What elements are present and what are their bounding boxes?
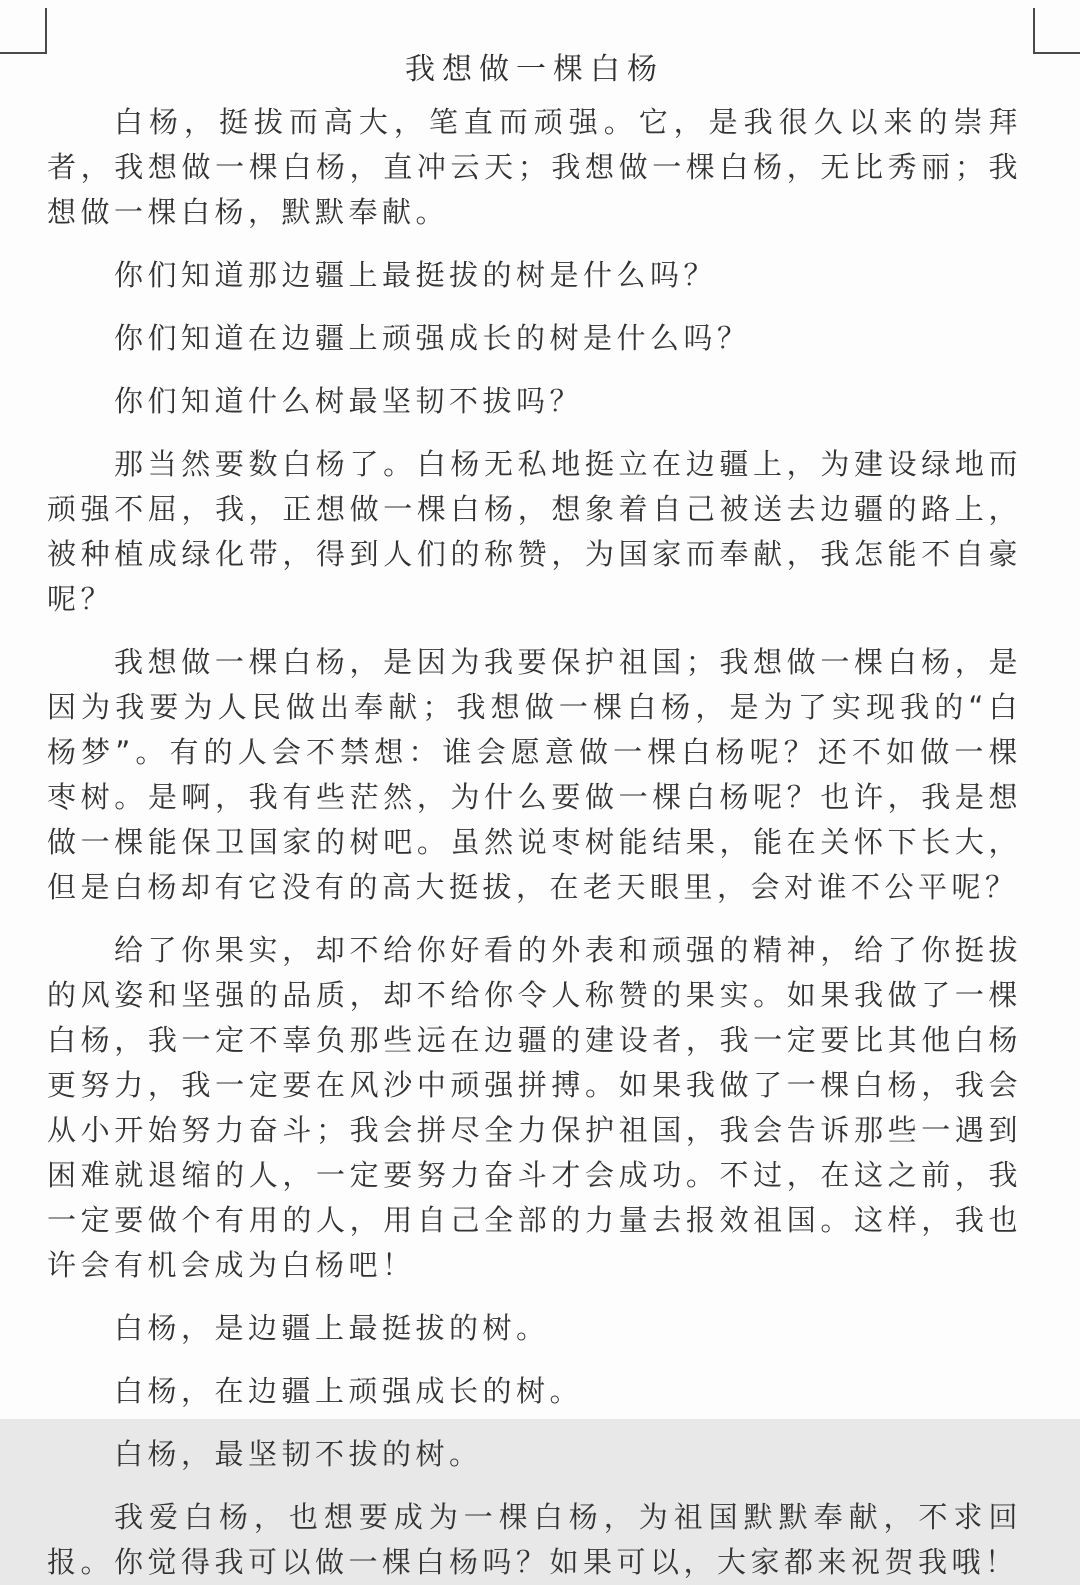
essay-title: 我想做一棵白杨	[405, 52, 664, 87]
essay-paragraph: 我爱白杨，也想要成为一棵白杨，为祖国默默奉献，不求回报。你觉得我可以做一棵白杨吗？如果可以，大家都来祝贺我哦！	[47, 1500, 1022, 1579]
essay-paragraph: 白杨，挺拔而高大，笔直而顽强。它，是我很久以来的崇拜者，我想做一棵白杨，直冲云天；我想做一棵白杨，无比秀丽；我想做一棵白杨，默默奉献。	[47, 105, 1022, 229]
essay-paragraph: 你们知道什么树最坚韧不拔吗？	[114, 384, 584, 418]
crop-mark-top-left	[0, 8, 47, 54]
essay-body	[47, 100, 1022, 1585]
essay-paragraph: 我想做一棵白杨，是因为我要保护祖国；我想做一棵白杨，是因为我要为人民做出奉献；我想做一棵白杨，是为了实现我的“白杨梦”。有的人会不禁想：谁会愿意做一棵白杨呢？还不如做一棵枣树。是啊，我有些茫然，为什么要做一棵白杨呢？也许，我是想做一棵能保卫国家的树吧。虽然说枣树能结果，能在关怀下长大，但是白杨却有它没有的高大挺拔，在老天眼里，会对谁不公平呢？	[47, 645, 1022, 904]
essay-paragraph: 你们知道在边疆上顽强成长的树是什么吗？	[114, 321, 751, 355]
essay-paragraph: 你们知道那边疆上最挺拔的树是什么吗？	[114, 258, 718, 292]
essay-content	[47, 52, 1022, 1585]
essay-paragraph: 给了你果实，却不给你好看的外表和顽强的精神，给了你挺拔的风姿和坚强的品质，却不给你令人称赞的果实。如果我做了一棵白杨，我一定不辜负那些远在边疆的建设者，我一定要比其他白杨更努力，我一定要在风沙中顽强拼搏。如果我做了一棵白杨，我会从小开始努力奋斗；我会拼尽全力保护祖国，我会告诉那些一遇到困难就退缩的人，一定要努力奋斗才会成功。不过，在这之前，我一定要做个有用的人，用自己全部的力量去报效祖国。这样，我也许会有机会成为白杨吧！	[47, 933, 1022, 1282]
essay-paragraph: 白杨，在边疆上顽强成长的树。	[114, 1374, 584, 1408]
crop-mark-top-right	[1033, 8, 1080, 54]
essay-paragraph: 那当然要数白杨了。白杨无私地挺立在边疆上，为建设绿地而顽强不屈，我，正想做一棵白杨，想象着自己被送去边疆的路上，被种植成绿化带，得到人们的称赞，为国家而奉献，我怎能不自豪呢？	[47, 447, 1022, 616]
essay-paragraph: 白杨，最坚韧不拔的树。	[114, 1437, 483, 1471]
essay-paragraph: 白杨，是边疆上最挺拔的树。	[114, 1311, 550, 1345]
